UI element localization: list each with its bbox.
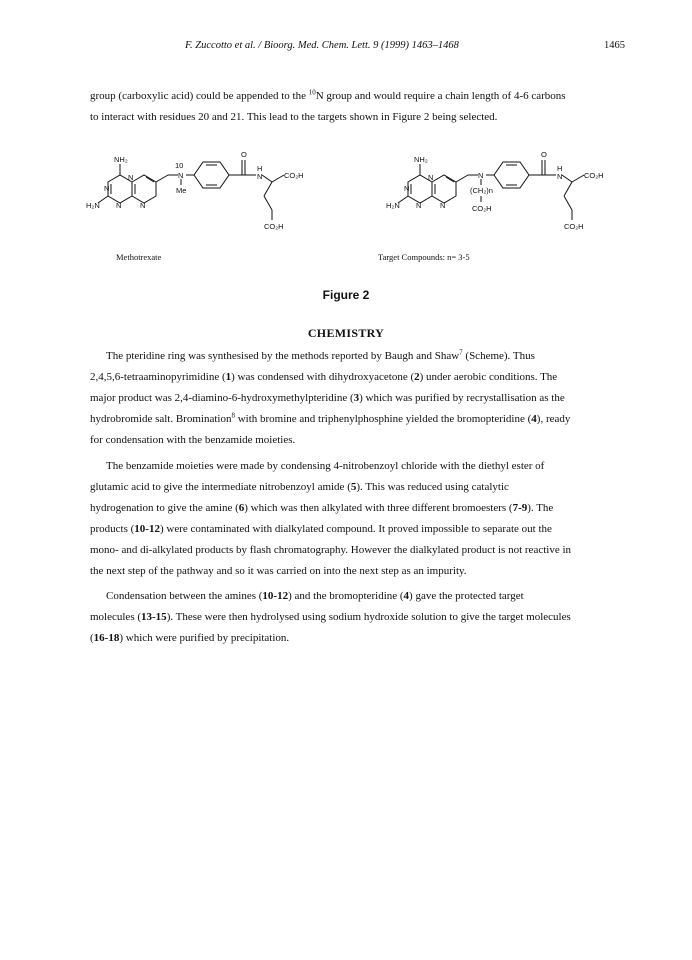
p1-line-4: hydrobromide salt. Bromination$^8$ with bromine and triphenylphosphine yielded the bromopteridine (4), ready <box>90 411 571 425</box>
p2-line-4: products (10-12) were contaminated with dialkylated compound. It proved impossible to separate out the <box>90 523 552 535</box>
mtx-n4-label: N <box>140 201 146 210</box>
paragraph-3 <box>90 586 608 649</box>
target-n4-label: N <box>440 201 446 210</box>
target-co2h-chain-label: CO₂H <box>472 204 492 213</box>
mtx-h2n-label: H₂N <box>86 201 100 210</box>
intro-text-b: N group and would require a chain length of 4-6 carbons <box>315 90 566 102</box>
mtx-o-label: O <box>241 150 247 159</box>
mtx-co2h-side-label: CO₂H <box>264 222 284 231</box>
p2-line-3: hydrogenation to give the amine (6) which was then alkylated with three different bromoesters (7-9). The <box>90 502 554 514</box>
intro-superscript: 10 <box>308 88 316 97</box>
p2-line-6: the next step of the pathway and so it was carried on into the next step as an impurity. <box>90 565 467 577</box>
target-amide-n-label: N <box>557 172 563 181</box>
p3-line-1: Condensation between the amines (10-12) and the bromopteridine (4) gave the protected target <box>106 590 524 602</box>
figure-title: Figure 2 <box>322 288 370 302</box>
target-co2h-side-label: CO₂H <box>564 222 584 231</box>
section-heading: CHEMISTRY <box>307 326 385 340</box>
figure-2 <box>60 140 640 280</box>
target-compounds-caption: Target Compounds: n= 3-5 <box>378 252 470 262</box>
p1-line-2: 2,4,5,6-tetraaminopyrimidine (1) was condensed with dihydroxyacetone (2) under aerobic conditions. The <box>90 371 558 383</box>
target-nh2-label: NH₂ <box>414 155 428 164</box>
target-chain-label: (CH₂)n <box>470 186 493 195</box>
mtx-n10-label: N <box>178 171 184 180</box>
target-h2n-label: H₂N <box>386 201 400 210</box>
target-n10-label: N <box>478 171 484 180</box>
p3-line-2: molecules (13-15). These were then hydrolysed using sodium hydroxide solution to give the target molecules <box>90 611 571 623</box>
p2-line-2: glutamic acid to give the intermediate nitrobenzoyl amide (5). This was reduced using catalytic <box>90 481 509 493</box>
mtx-n2-label: N <box>128 173 134 182</box>
p2-line-1: The benzamide moieties were made by condensing 4-nitrobenzoyl chloride with the diethyl ester of <box>106 460 545 472</box>
running-title: F. Zuccotto et al. / Bioorg. Med. Chem. Lett. 9 (1999) 1463–1468 <box>185 40 459 51</box>
paragraph-1 <box>90 346 608 451</box>
p2-line-5: mono- and di-alkylated products by flash chromatography. However the dialkylated product is not reactive in <box>90 544 572 556</box>
methotrexate-caption: Methotrexate <box>116 252 162 262</box>
target-n2-label: N <box>428 173 434 182</box>
mtx-n1-label: N <box>104 184 110 193</box>
p3-line-3: (16-18) which were purified by precipitation. <box>90 632 290 644</box>
p1-line-5: for condensation with the benzamide moieties. <box>90 434 296 446</box>
mtx-n3-label: N <box>116 201 122 210</box>
target-o-label: O <box>541 150 547 159</box>
p1-line-1: The pteridine ring was synthesised by the methods reported by Baugh and Shaw$^7$ (Scheme). Thus <box>106 348 535 362</box>
intro-line-2: to interact with residues 20 and 21. This lead to the targets shown in Figure 2 being selected. <box>90 111 498 123</box>
mtx-amide-n-label: N <box>257 172 263 181</box>
paragraph-2 <box>90 456 608 582</box>
mtx-ten-label: 10 <box>175 161 184 170</box>
intro-line-1 <box>90 86 608 107</box>
target-h-label: H <box>557 164 563 173</box>
target-n1-label: N <box>404 184 410 193</box>
page-number: 1465 <box>604 40 625 51</box>
intro-paragraph <box>90 86 608 128</box>
mtx-me-label: Me <box>176 186 187 195</box>
intro-text-a: group (carboxylic acid) could be appended to the <box>90 90 309 102</box>
mtx-h-label: H <box>257 164 263 173</box>
mtx-co2h-label: CO₂H <box>284 171 304 180</box>
target-n3-label: N <box>416 201 422 210</box>
target-co2h-label: CO₂H <box>584 171 604 180</box>
p1-line-3: major product was 2,4-diamino-6-hydroxymethylpteridine (3) which was purified by recrystallisation as the <box>90 392 565 404</box>
mtx-nh2-label: NH₂ <box>114 155 128 164</box>
